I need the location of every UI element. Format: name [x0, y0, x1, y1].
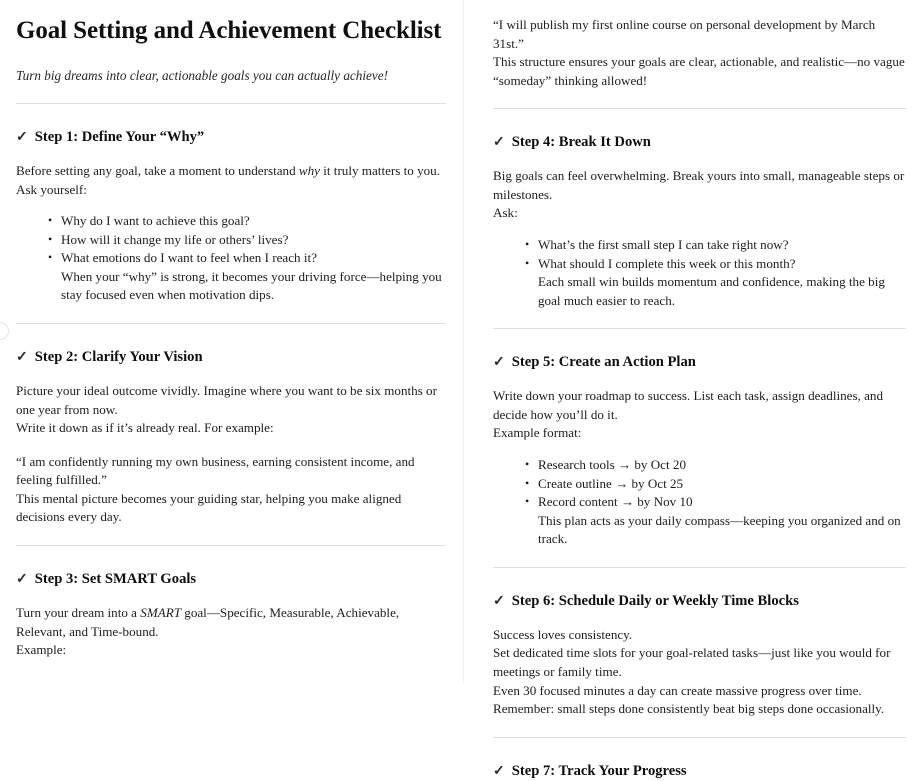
check-icon: ✓: [16, 572, 28, 588]
list-item: [61, 231, 446, 250]
step-1-intro-part-b: it truly matters to you.: [319, 162, 440, 178]
step-6-heading-label: Step 6: Schedule Daily or Weekly Time Blocks: [511, 592, 799, 609]
step-2-p2-line2: This mental picture becomes your guiding star, helping you make aligned decisions every day.: [16, 490, 402, 525]
step-2-paragraph-2: [16, 453, 446, 527]
left-column: [0, 0, 462, 683]
step-3-heading: [16, 570, 446, 589]
step-2-heading: [16, 348, 446, 367]
step-2-p2-line1: “I am confidently running my own business, earning consistent income, and feeling fulfilled.”: [16, 453, 415, 488]
list-item-continuation: When your “why” is strong, it becomes your driving force—helping you stay focused even when motivation dips.: [61, 268, 442, 303]
step-3-line2: Example:: [16, 642, 67, 658]
list-item-text: How will it change my life or others’ lives?: [61, 231, 289, 247]
step-1-bullet-list: [16, 212, 446, 305]
step-5-heading: [493, 353, 906, 372]
check-icon: ✓: [493, 355, 505, 371]
step-3-emphasis: SMART: [140, 604, 181, 620]
page-subtitle: Turn big dreams into clear, actionable goals you can actually achieve!: [16, 67, 388, 83]
list-item-text: What’s the first small step I can take right now?: [538, 237, 789, 253]
step-2-p1-line1: Picture your ideal outcome vividly. Imagine where you want to be six months or one year from now.: [16, 382, 437, 417]
step-1-intro: [16, 162, 446, 199]
step-2-heading-label: Step 2: Clarify Your Vision: [34, 349, 203, 365]
list-item-text: What should I complete this week or this month?: [538, 255, 796, 271]
check-icon: ✓: [493, 763, 505, 779]
section-divider: [493, 567, 906, 568]
list-item: [538, 475, 906, 494]
step-4-heading: [493, 133, 906, 152]
step-1-heading-label: Step 1: Define Your “Why”: [34, 128, 205, 145]
step-5-bullet-list: [493, 456, 906, 549]
step-3-heading-label: Step 3: Set SMART Goals: [34, 571, 197, 588]
list-item: [538, 255, 906, 311]
step-5-line2: Example format:: [493, 425, 582, 441]
section-divider: [16, 103, 446, 104]
section-divider: [16, 323, 446, 324]
section-divider: [493, 737, 906, 738]
step-6-paragraph: [493, 626, 906, 719]
section-divider: [16, 545, 446, 546]
list-item-continuation: Each small win builds momentum and confidence, making the big goal much easier to reach.: [538, 274, 885, 308]
step-3-paragraph: [16, 604, 446, 660]
step-4-paragraph: [493, 167, 906, 223]
step-2-paragraph-1: [16, 382, 446, 438]
step-6-line3: Even 30 focused minutes a day can create massive progress over time.: [493, 682, 862, 698]
step-3-part-b: goal—Specific, Measurable, Achievable, Relevant, and Time-bound.: [16, 604, 400, 639]
step-5-line1: Write down your roadmap to success. List each task, assign deadlines, and decide how you’ll do it.: [493, 388, 883, 422]
list-item-text: What emotions do I want to feel when I reach it?: [61, 250, 317, 266]
list-item-text: Research tools → by Oct 20: [538, 457, 687, 473]
right-column: [462, 0, 924, 779]
list-item-text: Why do I want to achieve this goal?: [61, 213, 250, 229]
step-3-overflow-paragraph: [493, 16, 906, 90]
step-4-bullet-list: [493, 236, 906, 310]
step-6-line4: Remember: small steps done consistently beat big steps done occasionally.: [493, 701, 885, 717]
check-icon: ✓: [493, 135, 505, 151]
step-1-heading: [16, 128, 446, 147]
step-5-paragraph: [493, 387, 906, 443]
step-3-overflow-line2: This structure ensures your goals are clear, actionable, and realistic—no vague “someday” thinking allowed!: [493, 54, 905, 88]
step-7-heading: [493, 762, 906, 781]
check-icon: ✓: [16, 129, 28, 145]
list-item-continuation: This plan acts as your daily compass—keeping you organized and on track.: [538, 512, 901, 547]
section-divider: [493, 108, 906, 109]
page-title: Goal Setting and Achievement Checklist: [16, 17, 442, 44]
step-5-heading-label: Step 5: Create an Action Plan: [511, 354, 696, 371]
step-4-line1: Big goals can feel overwhelming. Break yours into small, manageable steps or milestones.: [493, 168, 905, 202]
step-1-intro-part-a: Before setting any goal, take a moment to understand: [16, 162, 299, 178]
list-item: [538, 236, 906, 255]
step-4-heading-label: Step 4: Break It Down: [511, 134, 651, 151]
check-icon: ✓: [493, 593, 505, 609]
list-item: [538, 493, 906, 549]
step-1-intro-emphasis: why: [298, 162, 320, 178]
step-4-line2: Ask:: [493, 205, 518, 221]
list-item: [61, 212, 446, 231]
step-6-line1: Success loves consistency.: [493, 626, 633, 642]
step-6-heading: [493, 592, 906, 611]
step-6-line2: Set dedicated time slots for your goal-related tasks—just like you would for meetings or family time.: [493, 645, 891, 680]
step-3-part-a: Turn your dream into a: [16, 604, 141, 620]
section-divider: [493, 328, 906, 329]
list-item-text: Record content → by Nov 10: [538, 494, 693, 510]
list-item: [61, 249, 446, 305]
step-1-intro-line2: Ask yourself:: [16, 181, 87, 197]
step-7-heading-label: Step 7: Track Your Progress: [511, 762, 687, 779]
check-icon: ✓: [16, 350, 28, 365]
list-item-text: Create outline → by Oct 25: [538, 475, 684, 491]
list-item: [538, 456, 906, 475]
step-3-overflow-line1: “I will publish my first online course on personal development by March 31st.”: [493, 17, 876, 51]
step-2-p1-line2: Write it down as if it’s already real. For example:: [16, 420, 274, 436]
